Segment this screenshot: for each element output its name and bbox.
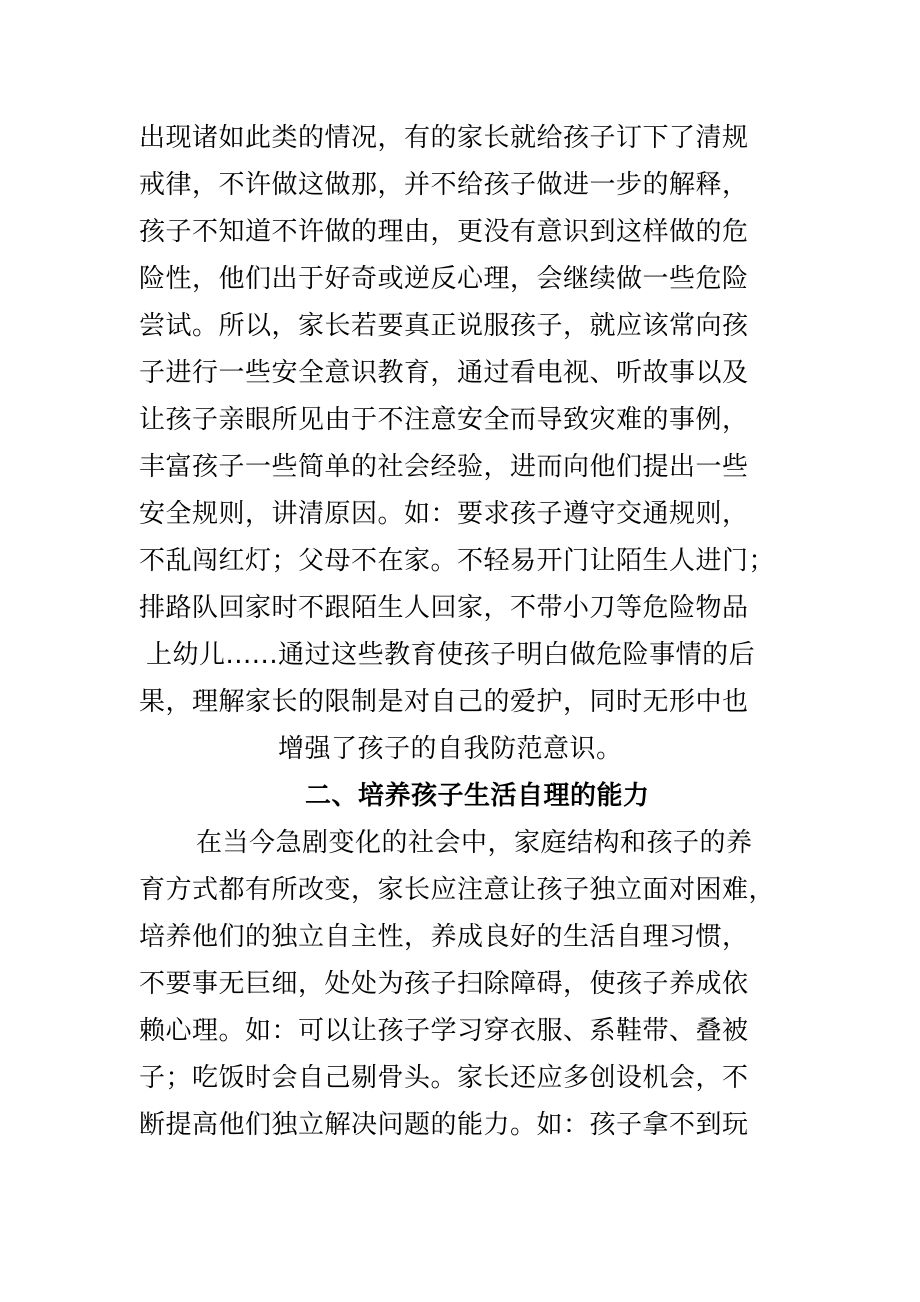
paragraph-line: 孩子不知道不许做的理由，更没有意识到这样做的危 — [139, 217, 749, 247]
paragraph-line: 培养他们的独立自主性，养成良好的生活自理习惯， — [139, 922, 749, 952]
paragraph-line: 育方式都有所改变，家长应注意让孩子独立面对困难， — [139, 875, 776, 905]
paragraph-line: 戒律，不许做这做那，并不给孩子做进一步的解释， — [139, 170, 749, 200]
paragraph-line: 不要事无巨细，处处为孩子扫除障碍，使孩子养成依 — [139, 969, 749, 999]
paragraph-line: 增强了孩子的自我防范意识。 — [278, 734, 623, 764]
paragraph-line: 果，理解家长的限制是对自己的爱护，同时无形中也 — [139, 687, 749, 717]
paragraph-line: 子；吃饭时会自己剔骨头。家长还应多创设机会，不 — [139, 1063, 749, 1093]
paragraph-line: 子进行一些安全意识教育，通过看电视、听故事以及 — [139, 358, 749, 388]
section-heading: 二、培养孩子生活自理的能力 — [305, 781, 650, 811]
paragraph-line: 安全规则，讲清原因。如：要求孩子遵守交通规则， — [139, 499, 749, 529]
paragraph-line: 尝试。所以，家长若要真正说服孩子，就应该常向孩 — [139, 311, 749, 341]
paragraph-line: 上幼儿......通过这些教育使孩子明白做危险事情的后 — [146, 640, 756, 670]
paragraph-line: 不乱闯红灯；父母不在家。不轻易开门让陌生人进门； — [139, 546, 776, 576]
paragraph-line: 断提高他们独立解决问题的能力。如：孩子拿不到玩 — [139, 1110, 749, 1140]
paragraph-line: 出现诸如此类的情况，有的家长就给孩子订下了清规 — [139, 123, 749, 153]
paragraph-line: 让孩子亲眼所见由于不注意安全而导致灾难的事例， — [139, 405, 749, 435]
paragraph-line: 险性，他们出于好奇或逆反心理，会继续做一些危险 — [139, 264, 749, 294]
paragraph-line: 排路队回家时不跟陌生人回家，不带小刀等危险物品 — [139, 593, 749, 623]
paragraph-line: 丰富孩子一些简单的社会经验，进而向他们提出一些 — [139, 452, 749, 482]
paragraph-line: 赖心理。如：可以让孩子学习穿衣服、系鞋带、叠被 — [139, 1016, 749, 1046]
paragraph-line: 在当今急剧变化的社会中，家庭结构和孩子的养 — [196, 828, 753, 858]
